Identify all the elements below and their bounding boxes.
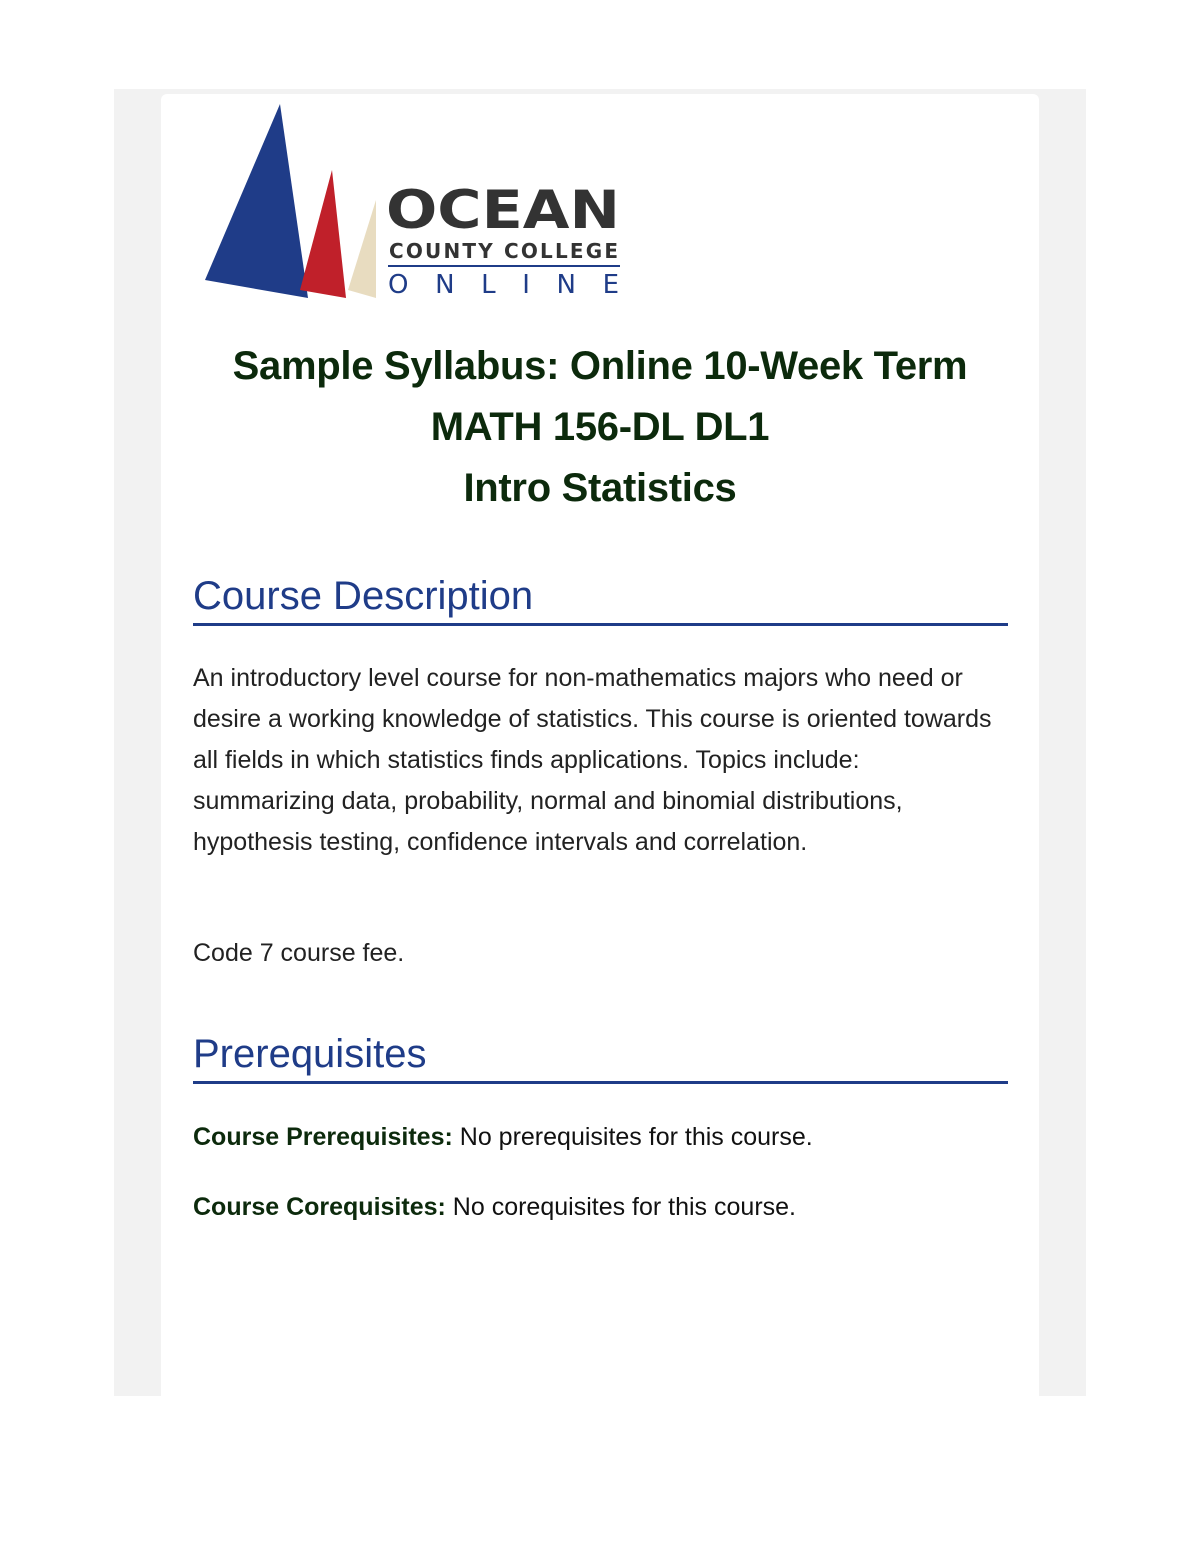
title-line-course-name: Intro Statistics [463, 466, 737, 510]
prerequisites-label: Course Prerequisites: [193, 1123, 453, 1151]
logo-word-online: ONLINE [388, 270, 619, 300]
corequisites-label: Course Corequisites: [193, 1193, 446, 1221]
course-description-heading: Course Description [193, 572, 1008, 626]
ocean-county-college-online-logo [200, 100, 630, 305]
logo-word-county-college: COUNTY COLLEGE [389, 239, 618, 263]
course-corequisites-line [193, 1189, 993, 1225]
prerequisites-heading: Prerequisites [193, 1030, 1008, 1084]
title-line-course-code: MATH 156-DL DL1 [430, 405, 770, 449]
title-line-term: Sample Syllabus: Online 10-Week Term [232, 344, 968, 388]
course-fee-text: Code 7 course fee. [193, 939, 405, 967]
cream-sail-icon [348, 200, 376, 298]
prerequisites-value: No prerequisites for this course. [452, 1123, 813, 1151]
logo-word-ocean: OCEAN [386, 180, 620, 241]
syllabus-title [161, 336, 1039, 519]
navy-sail-icon [205, 104, 308, 298]
corequisites-value: No corequisites for this course. [445, 1193, 796, 1221]
red-sail-icon [300, 170, 346, 298]
course-prerequisites-line [193, 1119, 993, 1155]
course-description-paragraph: An introductory level course for non-mathematics majors who need or desire a working knowledge of statistics. This course is oriented towards all fields in which statistics finds applications. Topics include: summarizing data, probability, normal and binomial distributions, hypothesis testing, confidence intervals and correlation. [193, 664, 992, 856]
